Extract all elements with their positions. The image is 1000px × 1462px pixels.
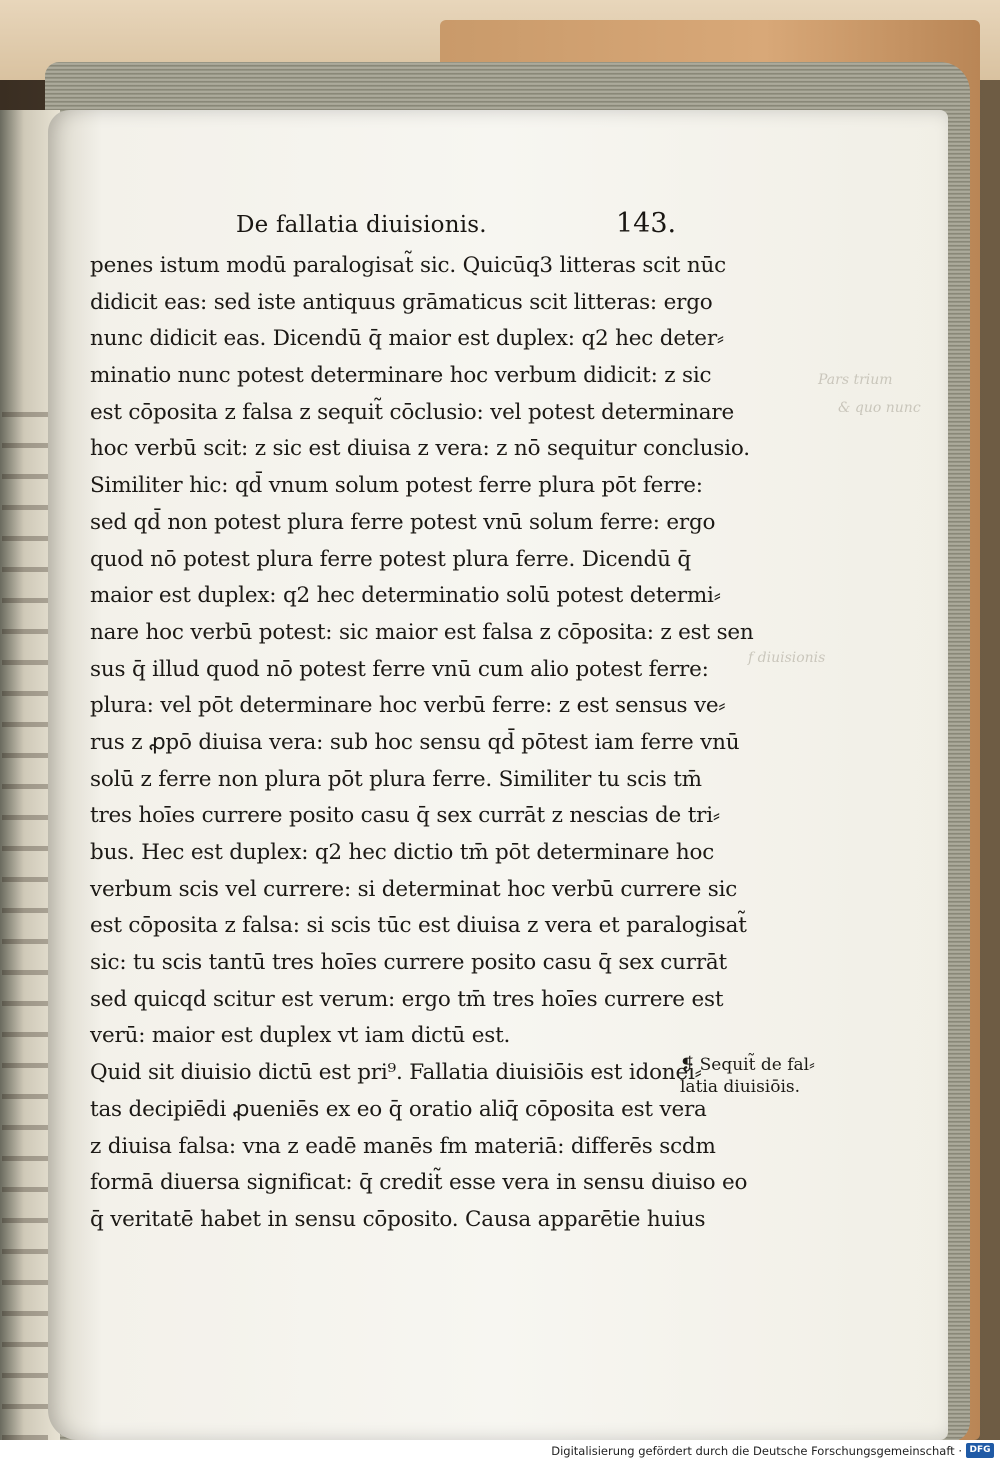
text-line: quod nō potest plura ferre potest plura ferre. Dicendū q̄ [90, 546, 691, 572]
text-line: penes istum modū paralogisat̃ sic. Quicūq3 litteras scit nūc [90, 253, 726, 278]
funding-credit: Digitalisierung gefördert durch die Deutsche Forschungsgemeinschaft · [551, 1444, 962, 1458]
marginal-note-line: latia diuisiōis. [680, 1077, 801, 1097]
text-line: maior est duplex: q2 hec determinatio solū potest determi⸗ [90, 583, 721, 609]
text-line: z diuisa falsa: vna z eadē manēs fm materiā: differēs scdm [90, 1133, 716, 1159]
running-head [236, 208, 676, 248]
marginal-note-line: ❡ Sequit̃ de fal⸗ [680, 1055, 815, 1075]
text-line: rus z ꝓpō diuisa vera: sub hoc sensu qd̄ pōtest iam ferre vnū [90, 729, 740, 755]
text-line: tres hoīes currere posito casu q̄ sex currāt z nescias de tri⸗ [90, 803, 720, 829]
text-line: est cōposita z falsa z sequit̃ cōclusio: vel potest determinare [90, 399, 735, 425]
folio-number: 143. [616, 208, 677, 239]
dfg-logo: DFG [966, 1443, 994, 1458]
text-line: plura: vel pōt determinare hoc verbū ferre: z est sensus ve⸗ [90, 693, 726, 719]
text-line: sus q̄ illud quod nō potest ferre vnū cum alio potest ferre: [90, 656, 709, 682]
text-line: Quid sit diuisio dictū est pri⁹. Fallatia diuisiōis est idonei⸗ [90, 1060, 702, 1086]
show-through-text: f diuisionis [748, 650, 826, 666]
text-line: verū: maior est duplex vt iam dictū est. [90, 1023, 511, 1049]
show-through-text: Pars trium [818, 372, 893, 388]
text-line: solū z ferre non plura pōt plura ferre. Similiter tu scis tm̄ [90, 766, 702, 792]
footer-bar [0, 1440, 1000, 1462]
text-line: sed qd̄ non potest plura ferre potest vnū solum ferre: ergo [90, 509, 716, 535]
text-line: tas decipiēdi ꝓueniēs ex eo q̄ oratio aliq̄ cōposita est vera [90, 1096, 707, 1122]
text-line: Similiter hic: qd̄ vnum solum potest ferre plura pōt ferre: [90, 473, 703, 499]
text-line: nare hoc verbū potest: sic maior est falsa z cōposita: z est sen [90, 619, 754, 645]
text-line: didicit eas: sed iste antiquus grāmaticus scit litteras: ergo [90, 289, 713, 315]
text-line: formā diuersa significat: q̄ credit̃ esse vera in sensu diuiso eo [90, 1170, 748, 1196]
marginal-note [680, 1054, 830, 1098]
text-line: est cōposita z falsa: si scis tūc est diuisa z vera et paralogisat̃ [90, 913, 747, 939]
text-line: verbum scis vel currere: si determinat hoc verbū currere sic [90, 876, 738, 902]
text-line: nunc didicit eas. Dicendū q̄ maior est duplex: q2 hec deter⸗ [90, 326, 724, 352]
text-line: sed quicqd scitur est verum: ergo tm̄ tres hoīes currere est [90, 986, 724, 1012]
text-line: minatio nunc potest determinare hoc verbum didicit: z sic [90, 363, 712, 389]
text-line: sic: tu scis tantū tres hoīes currere posito casu q̄ sex currāt [90, 950, 727, 976]
facing-page-text [2, 390, 48, 1450]
text-line: q̄ veritatē habet in sensu cōposito. Causa apparētie huius [90, 1206, 706, 1232]
text-line: bus. Hec est duplex: q2 hec dictio tm̄ pōt determinare hoc [90, 840, 715, 865]
show-through-text: & quo nunc [838, 400, 921, 416]
running-head-title: De fallatia diuisionis. [236, 212, 487, 238]
text-line: hoc verbū scit: z sic est diuisa z vera: z nō sequitur conclusio. [90, 436, 750, 462]
